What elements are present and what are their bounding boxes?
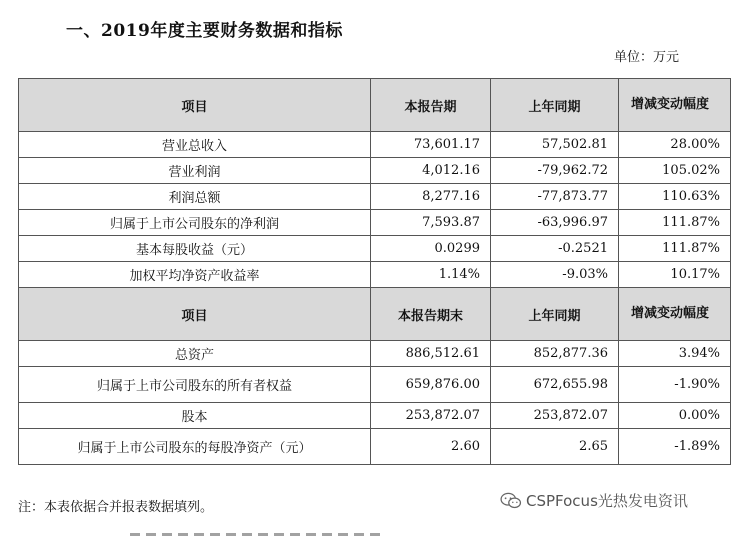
table-row (19, 158, 731, 184)
row-prior: 672,655.98 (491, 367, 619, 403)
row-label: 归属于上市公司股东的每股净资产（元） (19, 429, 371, 465)
header-item: 项目 (19, 288, 371, 341)
row-change: 111.87% (619, 236, 731, 262)
table-row (19, 341, 731, 367)
table-row (19, 262, 731, 288)
row-current: 0.0299 (371, 236, 491, 262)
row-label: 归属于上市公司股东的净利润 (19, 210, 371, 236)
row-current: 659,876.00 (371, 367, 491, 403)
header-current: 本报告期 (371, 79, 491, 132)
row-label: 归属于上市公司股东的所有者权益 (19, 367, 371, 403)
row-current: 7,593.87 (371, 210, 491, 236)
row-change: 10.17% (619, 262, 731, 288)
row-change: 0.00% (619, 403, 731, 429)
table-header-row (19, 288, 731, 341)
row-prior: -79,962.72 (491, 158, 619, 184)
header-prior: 上年同期 (491, 79, 619, 132)
watermark-text: CSPFocus光热发电资讯 (526, 492, 688, 510)
row-label: 加权平均净资产收益率 (19, 262, 371, 288)
row-change: 105.02% (619, 158, 731, 184)
header-change: 增减变动幅度 (619, 79, 731, 132)
table-row (19, 367, 731, 403)
row-change: 3.94% (619, 341, 731, 367)
row-prior: -63,996.97 (491, 210, 619, 236)
header-current-end: 本报告期末 (371, 288, 491, 341)
row-current: 73,601.17 (371, 132, 491, 158)
row-label: 营业利润 (19, 158, 371, 184)
row-label: 股本 (19, 403, 371, 429)
row-current: 8,277.16 (371, 184, 491, 210)
table-row (19, 184, 731, 210)
row-current: 886,512.61 (371, 341, 491, 367)
table-row (19, 210, 731, 236)
row-label: 利润总额 (19, 184, 371, 210)
row-current: 2.60 (371, 429, 491, 465)
row-prior: 2.65 (491, 429, 619, 465)
page-title: 一、2019年度主要财务数据和指标 (66, 21, 343, 41)
row-change: 110.63% (619, 184, 731, 210)
wechat-icon (500, 492, 522, 510)
row-prior: 852,877.36 (491, 341, 619, 367)
row-prior: 57,502.81 (491, 132, 619, 158)
table-header-row (19, 79, 731, 132)
row-change: 111.87% (619, 210, 731, 236)
row-change: -1.89% (619, 429, 731, 465)
table-row (19, 132, 731, 158)
watermark (500, 490, 688, 511)
table-note: 注：本表依据合并报表数据填列。 (18, 500, 214, 515)
row-change: -1.90% (619, 367, 731, 403)
table-row (19, 236, 731, 262)
financial-table (18, 78, 731, 465)
header-item: 项目 (19, 79, 371, 132)
row-prior: 253,872.07 (491, 403, 619, 429)
header-change: 增减变动幅度 (619, 288, 731, 341)
table-row (19, 429, 731, 465)
row-label: 总资产 (19, 341, 371, 367)
row-prior: -0.2521 (491, 236, 619, 262)
table-row (19, 403, 731, 429)
row-current: 253,872.07 (371, 403, 491, 429)
row-prior: -77,873.77 (491, 184, 619, 210)
row-current: 4,012.16 (371, 158, 491, 184)
row-label: 营业总收入 (19, 132, 371, 158)
row-change: 28.00% (619, 132, 731, 158)
header-prior: 上年同期 (491, 288, 619, 341)
cropped-text-line (130, 530, 380, 536)
row-prior: -9.03% (491, 262, 619, 288)
unit-label: 单位：万元 (613, 50, 679, 65)
row-current: 1.14% (371, 262, 491, 288)
row-label: 基本每股收益（元） (19, 236, 371, 262)
